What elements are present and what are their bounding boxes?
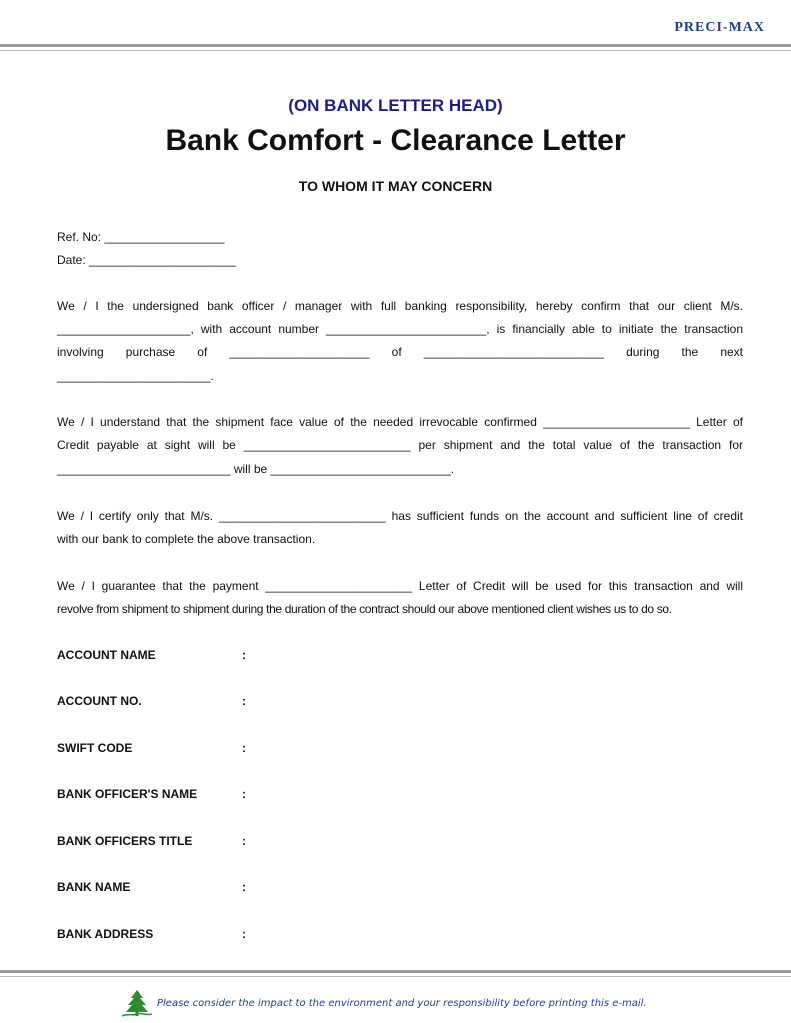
tree-icon: [122, 989, 152, 1017]
footer-divider: [0, 970, 791, 973]
paragraph-1-line: We / I the undersigned bank officer / manager with full banking responsibility, hereby confirm that our client M/s.: [57, 299, 743, 313]
header-divider: [0, 44, 791, 47]
paragraph-1-line: _______________________.: [57, 369, 214, 383]
paragraph-1-line: ____________________, with account number ________________________, is financially able to initiate the transaction: [57, 322, 743, 336]
field-separator: :: [242, 648, 246, 662]
eco-message: Please consider the impact to the environment and your responsibility before printing this e-mail.: [157, 997, 647, 1009]
field-separator: :: [242, 880, 246, 894]
paragraph-2-line: Credit payable at sight will be _________________________ per shipment and the total value of the transaction for: [57, 438, 743, 452]
letterhead-note: (ON BANK LETTER HEAD): [288, 96, 503, 115]
paragraph-2-line: __________________________ will be ___________________________.: [57, 462, 455, 476]
field-separator: :: [242, 741, 246, 755]
field-label-bank-address: BANK ADDRESS: [57, 927, 154, 941]
field-separator: :: [242, 834, 246, 848]
paragraph-4-line: We / I guarantee that the payment ______________________ Letter of Credit will be used for this transaction and will: [57, 579, 743, 593]
field-label-swift-code: SWIFT CODE: [57, 741, 133, 755]
date-line: Date: ______________________: [57, 253, 236, 267]
footer-divider-thin: [0, 976, 791, 977]
header-divider-thin: [0, 50, 791, 51]
paragraph-4-line: revolve from shipment to shipment during the duration of the contract should our above mentioned client wishes us to do so.: [57, 602, 672, 616]
paragraph-3-line: with our bank to complete the above transaction.: [57, 532, 316, 546]
field-separator: :: [242, 927, 246, 941]
field-label-bank-officer-name: BANK OFFICER'S NAME: [57, 787, 198, 801]
document-title: Bank Comfort - Clearance Letter: [165, 124, 626, 157]
salutation: TO WHOM IT MAY CONCERN: [298, 178, 493, 194]
brand-logo: PRECI-MAX: [674, 20, 765, 35]
ref-line: Ref. No: __________________: [57, 230, 225, 244]
field-separator: :: [242, 694, 246, 708]
field-label-bank-officers-title: BANK OFFICERS TITLE: [57, 834, 193, 848]
eco-footer: [122, 988, 647, 1018]
paragraph-2-line: We / I understand that the shipment face value of the needed irrevocable confirmed ______________________ Letter of: [57, 415, 743, 429]
field-label-account-name: ACCOUNT NAME: [57, 648, 156, 662]
paragraph-1-line: involving purchase of _____________________ of ___________________________ during the next: [57, 345, 743, 359]
field-separator: :: [242, 787, 246, 801]
paragraph-3-line: We / I certify only that M/s. _________________________ has sufficient funds on the account and sufficient line of credit: [57, 509, 743, 523]
field-label-account-no: ACCOUNT NO.: [57, 694, 142, 708]
field-label-bank-name: BANK NAME: [57, 880, 131, 894]
